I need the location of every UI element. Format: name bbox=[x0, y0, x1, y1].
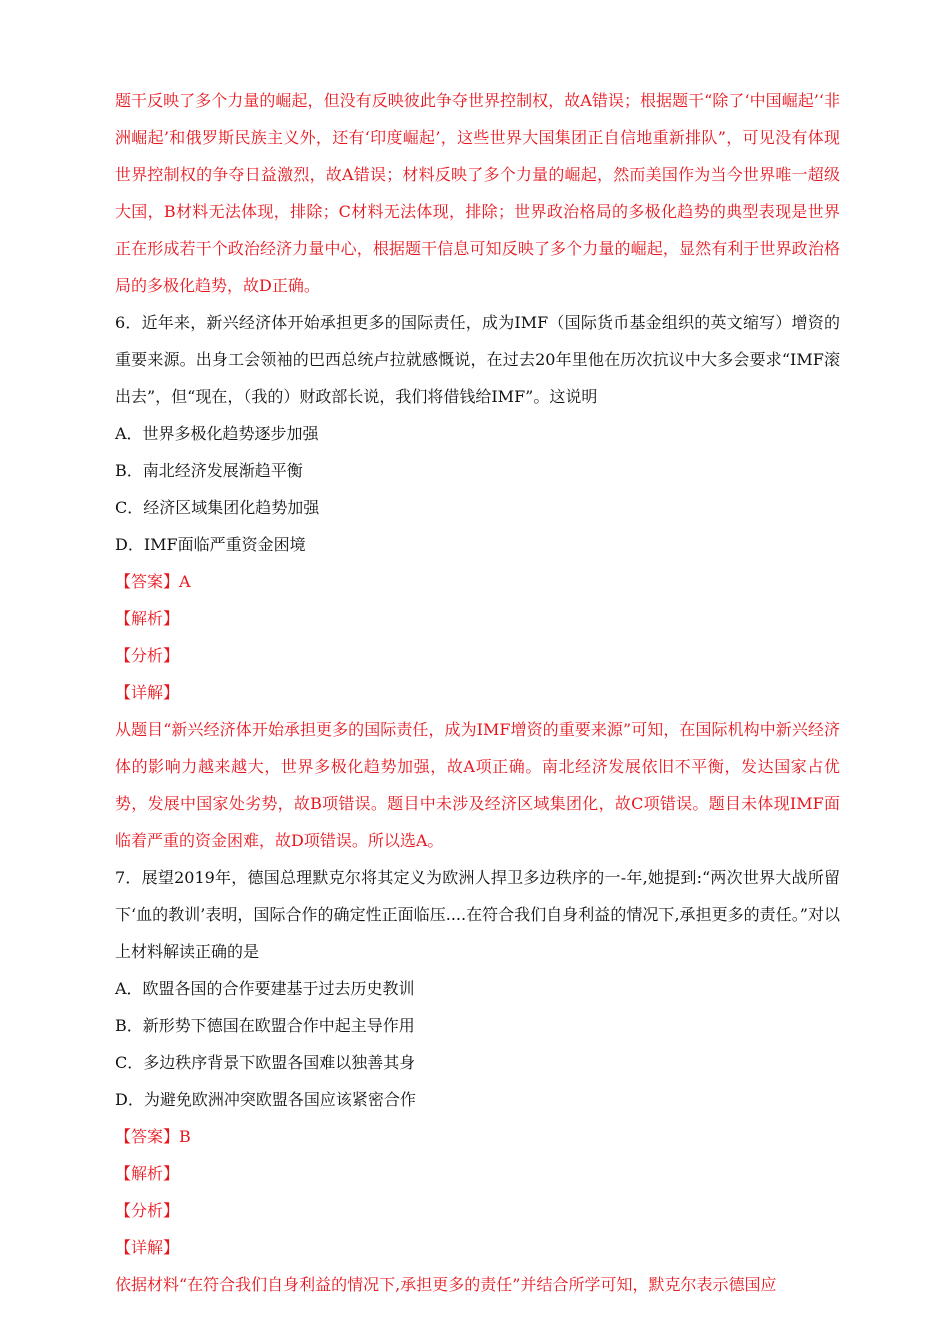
question-6-option-c: C．经济区域集团化趋势加强 bbox=[115, 498, 320, 517]
question-6-detail: 从题目“新兴经济体开始承担更多的国际责任，成为IMF增资的重要来源”可知，在国际机构中新兴经济体的影响力越来越大，世界多极化趋势加强，故A项正确。南北经济发展依旧不平衡，发达国家占优势，发展中国家处劣势，故B项错误。题目中未涉及经济区域集团化，故C项错误。题目未体现IMF面临着严重的资金困难，故D项错误。所以选A。 bbox=[115, 720, 840, 850]
question-7-detail: 依据材料“在符合我们自身利益的情况下,承担更多的责任”并结合所学可知，默克尔表示德国应 bbox=[115, 1275, 777, 1294]
question-7 bbox=[115, 859, 840, 1303]
question-6-answer: 【答案】A bbox=[115, 572, 191, 591]
question-7-option-b: B．新形势下德国在欧盟合作中起主导作用 bbox=[115, 1016, 415, 1035]
question-6-xiangjie-label: 【详解】 bbox=[115, 683, 180, 702]
question-7-option-c: C．多边秩序背景下欧盟各国难以独善其身 bbox=[115, 1053, 416, 1072]
question-7-answer: 【答案】B bbox=[115, 1127, 191, 1146]
question-6-stem: 6．近年来，新兴经济体开始承担更多的国际责任，成为IMF（国际货币基金组织的英文缩写）增资的重要来源。出身工会领袖的巴西总统卢拉就感慨说，在过去20年里他在历次抗议中大多会要求“IMF滚出去”，但“现在，（我的）财政部长说，我们将借钱给IMF”。这说明 bbox=[115, 313, 840, 406]
question-7-jiexi-label: 【解析】 bbox=[115, 1164, 180, 1183]
question-7-option-a: A．欧盟各国的合作要建基于过去历史教训 bbox=[115, 979, 415, 998]
question-6-option-b: B．南北经济发展渐趋平衡 bbox=[115, 461, 303, 480]
question-6-jiexi-label: 【解析】 bbox=[115, 609, 180, 628]
previous-analysis-text: 题干反映了多个力量的崛起，但没有反映彼此争夺世界控制权，故A错误；根据题干“除了‘中国崛起’‘非洲崛起’和俄罗斯民族主义外，还有‘印度崛起’，这些世界大国集团正自信地重新排队”，可见没有体现世界控制权的争夺日益激烈，故A错误；材料反映了多个力量的崛起，然而美国作为当今世界唯一超级大国，B材料无法体现，排除；C材料无法体现，排除；世界政治格局的多极化趋势的典型表现是世界正在形成若干个政治经济力量中心，根据题干信息可知反映了多个力量的崛起，显然有利于世界政治格局的多极化趋势，故D正确。 bbox=[115, 91, 840, 295]
question-7-option-d: D．为避免欧洲冲突欧盟各国应该紧密合作 bbox=[115, 1090, 416, 1109]
document-page bbox=[115, 82, 840, 1303]
question-7-xiangjie-label: 【详解】 bbox=[115, 1238, 180, 1257]
question-6-fenxi-label: 【分析】 bbox=[115, 646, 180, 665]
question-6 bbox=[115, 304, 840, 859]
question-6-option-d: D．IMF面临严重资金困境 bbox=[115, 535, 306, 554]
question-7-stem: 7．展望2019年，德国总理默克尔将其定义为欧洲人捍卫多边秩序的一-年,她提到:“两次世界大战所留下‘血的教训’表明，国际合作的确定性正面临压....在符合我们自身利益的情况下,承担更多的责任。”对以上材料解读正确的是 bbox=[115, 868, 840, 961]
question-7-fenxi-label: 【分析】 bbox=[115, 1201, 180, 1220]
question-6-option-a: A．世界多极化趋势逐步加强 bbox=[115, 424, 319, 443]
